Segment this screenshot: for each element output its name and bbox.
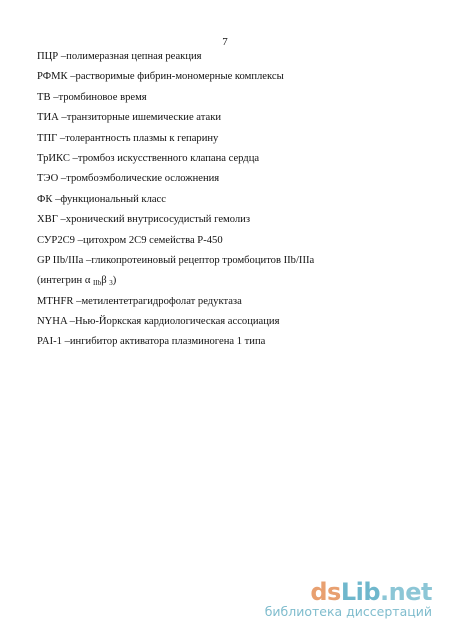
- abbreviation-definition: транзиторные ишемические атаки: [66, 112, 222, 124]
- dslib-watermark: [265, 579, 432, 619]
- abbreviation-item: [37, 67, 437, 87]
- abbreviation-term: ТПГ: [37, 132, 58, 144]
- continuation-suffix: ): [112, 275, 117, 287]
- abbreviation-definition: полимеразная цепная реакция: [66, 51, 202, 62]
- continuation-subscript: 3: [109, 279, 113, 288]
- abbreviation-item: [37, 190, 437, 210]
- abbreviation-term: NYHA: [37, 316, 68, 328]
- continuation-prefix: (интегрин α: [37, 275, 91, 287]
- abbreviation-term: ТИА: [37, 112, 59, 124]
- abbreviation-item: [37, 251, 437, 271]
- abbreviation-term: ТВ: [37, 91, 51, 103]
- abbreviation-definition: функциональный класс: [60, 193, 166, 205]
- abbreviation-continuation: [37, 271, 437, 291]
- abbreviation-item: [37, 332, 437, 352]
- abbreviation-term: ФК: [37, 193, 53, 205]
- abbreviation-term: ТЭО: [37, 173, 59, 185]
- abbreviation-term: ХВГ: [37, 214, 58, 226]
- abbreviation-list: [37, 47, 437, 353]
- logo-part-net: .net: [380, 578, 432, 606]
- continuation-beta: β: [101, 275, 107, 287]
- page-number: 7: [222, 36, 228, 48]
- abbreviation-definition: гликопротеиновый рецептор тромбоцитов IIb/IIIa: [91, 254, 315, 266]
- abbreviation-definition: толерантность плазмы к гепарину: [65, 132, 219, 144]
- abbreviation-term: СУР2С9: [37, 234, 75, 246]
- abbreviation-definition: хронический внутрисосудистый гемолиз: [65, 214, 251, 226]
- watermark-subtitle: библиотека диссертаций: [264, 604, 432, 619]
- abbreviation-item: [37, 292, 437, 312]
- abbreviation-item: [37, 47, 437, 67]
- abbreviation-definition: метилентетрагидрофолат редуктаза: [81, 295, 242, 307]
- abbreviation-item: [37, 210, 437, 230]
- abbreviation-item: [37, 169, 437, 189]
- abbreviation-definition: Нью-Йоркская кардиологическая ассоциация: [74, 316, 280, 328]
- abbreviation-item: [37, 108, 437, 128]
- logo-part-lib: Lib: [340, 578, 381, 606]
- abbreviation-term: PAI-1: [37, 336, 62, 348]
- abbreviation-term: ТрИКС: [37, 152, 70, 164]
- abbreviation-term: РФМК: [37, 71, 68, 83]
- abbreviation-item: [37, 129, 437, 149]
- abbreviation-definition: тромбоз искусственного клапана сердца: [77, 152, 260, 164]
- abbreviation-item: [37, 149, 437, 169]
- abbreviation-definition: цитохром 2С9 семейства Р-450: [82, 234, 223, 246]
- continuation-subscript: IIb: [93, 279, 102, 288]
- dslib-logo: [265, 579, 432, 605]
- abbreviation-definition: тромбоэмболические осложнения: [66, 173, 220, 185]
- abbreviation-term: GP IIb/IIIa: [37, 254, 84, 266]
- abbreviation-definition: ингибитор активатора плазминогена 1 типа: [69, 336, 266, 348]
- abbreviation-term: ПЦР: [37, 51, 59, 62]
- abbreviation-definition: тромбиновое время: [58, 91, 147, 103]
- abbreviation-item: [37, 312, 437, 332]
- abbreviation-definition: растворимые фибрин-мономерные комплексы: [75, 71, 284, 83]
- abbreviation-item: [37, 88, 437, 108]
- logo-part-ds: ds: [310, 578, 341, 606]
- abbreviation-term: MTHFR: [37, 295, 74, 307]
- abbreviation-item: [37, 231, 437, 251]
